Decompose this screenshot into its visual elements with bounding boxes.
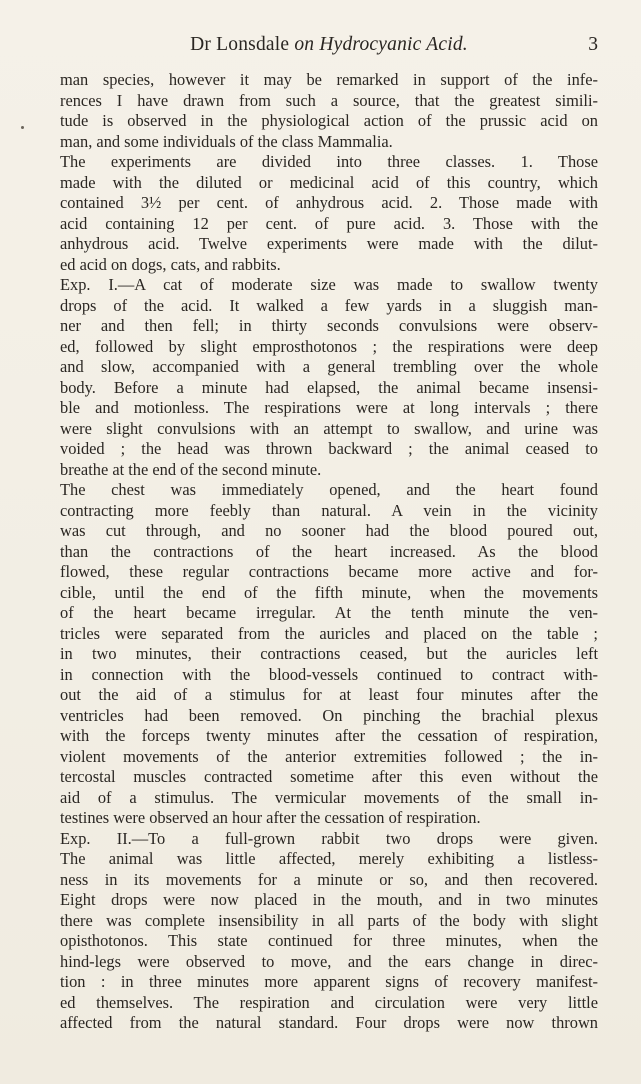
running-header — [60, 30, 598, 60]
text-line: tricles were separated from the auricles and placed on the table ; — [60, 623, 598, 643]
text-line: flowed, these regular contractions became more active and for- — [60, 562, 598, 581]
text-line: made with the diluted or medicinal acid of this country, which — [60, 172, 598, 192]
text-line: Exp. II.—To a full-grown rabbit two drops were given. — [60, 828, 598, 848]
text-line: in connection with the blood-vessels continued to contract with- — [60, 664, 598, 684]
text-line: The experiments are divided into three classes. 1. Those — [60, 152, 598, 171]
text-line: cible, until the end of the fifth minute, when the movements — [60, 582, 598, 602]
text-line: in two minutes, their contractions ceased, but the auricles left — [60, 644, 598, 663]
text-line: anhydrous acid. Twelve experiments were made with the dilut- — [60, 234, 598, 253]
text-line: rences I have drawn from such a source, that the greatest simili- — [60, 90, 598, 110]
text-line: was cut through, and no sooner had the blood poured out, — [60, 521, 598, 540]
text-line: violent movements of the anterior extremities followed ; the in- — [60, 746, 598, 766]
text-line: tercostal muscles contracted sometime after this even without the — [60, 767, 598, 786]
text-line: out the aid of a stimulus for at least four minutes after the — [60, 685, 598, 704]
text-line: man, and some individuals of the class Mammalia. — [60, 131, 393, 151]
text-line: contracting more feebly than natural. A vein in the vicinity — [60, 500, 598, 520]
header-connector: on — [294, 34, 315, 55]
margin-speck — [21, 126, 24, 129]
text-line: testines were observed an hour after the cessation of respiration. — [60, 808, 481, 827]
text-line: of the heart became irregular. At the tenth minute the ven- — [60, 603, 598, 622]
text-line: voided ; the head was thrown backward ; the animal ceased to — [60, 439, 598, 458]
text-line: affected from the natural standard. Four drops were now thrown — [60, 1013, 598, 1032]
text-line: drops of the acid. It walked a few yards in a sluggish man- — [60, 295, 598, 315]
text-line: ner and then fell; in thirty seconds convulsions were observ- — [60, 316, 598, 335]
text-line: tion : in three minutes more apparent signs of recovery manifest- — [60, 972, 598, 991]
text-line: contained 3½ per cent. of anhydrous acid. 2. Those made with — [60, 193, 598, 212]
text-line: ness in its movements for a minute or so, and then recovered. — [60, 869, 598, 889]
text-line: breathe at the end of the second minute. — [60, 459, 322, 479]
text-line: were slight convulsions with an attempt to swallow, and urine was — [60, 418, 598, 438]
text-line: The chest was immediately opened, and the heart found — [60, 480, 598, 499]
header-subject: Hydrocyanic Acid. — [319, 34, 468, 55]
text-line: tude is observed in the physiological action of the prussic acid on — [60, 111, 598, 130]
text-line: with the forceps twenty minutes after the cessation of respiration, — [60, 726, 598, 745]
text-line: hind-legs were observed to move, and the ears change in direc- — [60, 951, 598, 971]
text-line: and slow, accompanied with a general trembling over the whole — [60, 357, 598, 376]
text-line: The animal was little affected, merely exhibiting a listless- — [60, 849, 598, 868]
text-line: there was complete insensibility in all parts of the body with slight — [60, 910, 598, 930]
text-line: Exp. I.—A cat of moderate size was made to swallow twenty — [60, 275, 598, 294]
body-text — [60, 70, 598, 1034]
text-line: body. Before a minute had elapsed, the animal became insensi- — [60, 377, 598, 397]
text-line: opisthotonos. This state continued for three minutes, when the — [60, 931, 598, 950]
text-line: man species, however it may be remarked in support of the infe- — [60, 70, 598, 89]
text-line: ble and motionless. The respirations were at long intervals ; there — [60, 398, 598, 417]
text-line: than the contractions of the heart increased. As the blood — [60, 541, 598, 561]
running-head-title — [60, 30, 598, 60]
text-line: ed, followed by slight emprosthotonos ; the respirations were deep — [60, 336, 598, 356]
text-line: ed themselves. The respiration and circulation were very little — [60, 992, 598, 1012]
text-line: ed acid on dogs, cats, and rabbits. — [60, 254, 281, 274]
text-line: aid of a stimulus. The vermicular movements of the small in- — [60, 787, 598, 807]
header-author: Dr Lonsdale — [190, 34, 290, 55]
page-number: 3 — [588, 34, 598, 55]
text-line: Eight drops were now placed in the mouth, and in two minutes — [60, 890, 598, 909]
text-line: ventricles had been removed. On pinching the brachial plexus — [60, 705, 598, 725]
text-line: acid containing 12 per cent. of pure acid. 3. Those with the — [60, 213, 598, 233]
